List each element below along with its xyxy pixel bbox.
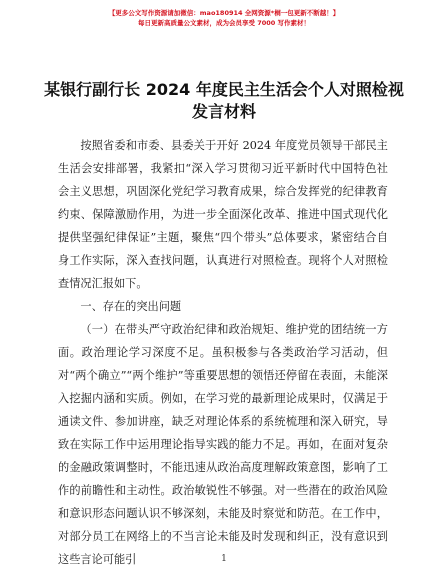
document-body bbox=[58, 134, 388, 571]
section-heading: 一、存在的突出问题 bbox=[80, 300, 182, 313]
promo-banner-line-1: 【更多公文写作资源请加微信：mao180914 全网资源*桐一包更新不断越！】 bbox=[108, 9, 340, 17]
intro-paragraph: 按照省委和市委、县委关于开好 2024 年度党员领导干部民主生活会安排部署，我紧扣“深入学习贯彻习近平新时代中国特色社会主义思想，巩固深化党纪学习教育成果，综合发挥党的纪律教育约束、保障激励作用，为进一步全面深化改革、推进中国式现代化提供坚强纪律保证”主题，聚焦“四个带头”总体要求，紧密结合自身工作实际，深入查找问题，认真进行对照检查。现将个人对照检查情况汇报如下。 bbox=[58, 139, 388, 290]
page-number: 1 bbox=[221, 554, 227, 564]
body-paragraph: （一）在带头严守政治纪律和政治规矩、维护党的团结统一方面。政治理论学习深度不足。虽积极参与各类政治学习活动，但对“两个确立”“两个维护”等重要思想的领悟还停留在表面，未能深入挖掘内涵和实质。例如，在学习党的最新理论成果时，仅满足于通读文件、参加讲座，缺乏对理论体系的系统梳理和深入研究，导致在实际工作中运用理论指导实践的能力不足。再如，在面对复杂的金融政策调整时，不能迅速从政治高度理解政策意图，影响了工作的前瞻性和主动性。政治敏锐性不够强。对一些潜在的政治风险和意识形态问题认识不够深刻，未能及时察觉和防范。在工作中，对部分员工在网络上的不当言论未能及时发现和纠正，没有意识到这些言论可能引 bbox=[58, 323, 388, 566]
promo-banner bbox=[0, 8, 448, 28]
document-title: 某银行副行长 2024 年度民主生活会个人对照检视发言材料 bbox=[44, 80, 404, 121]
promo-banner-line-2: 每日更新高质量公文素材，成为会员享受 7000 写作素材！ bbox=[137, 19, 311, 27]
